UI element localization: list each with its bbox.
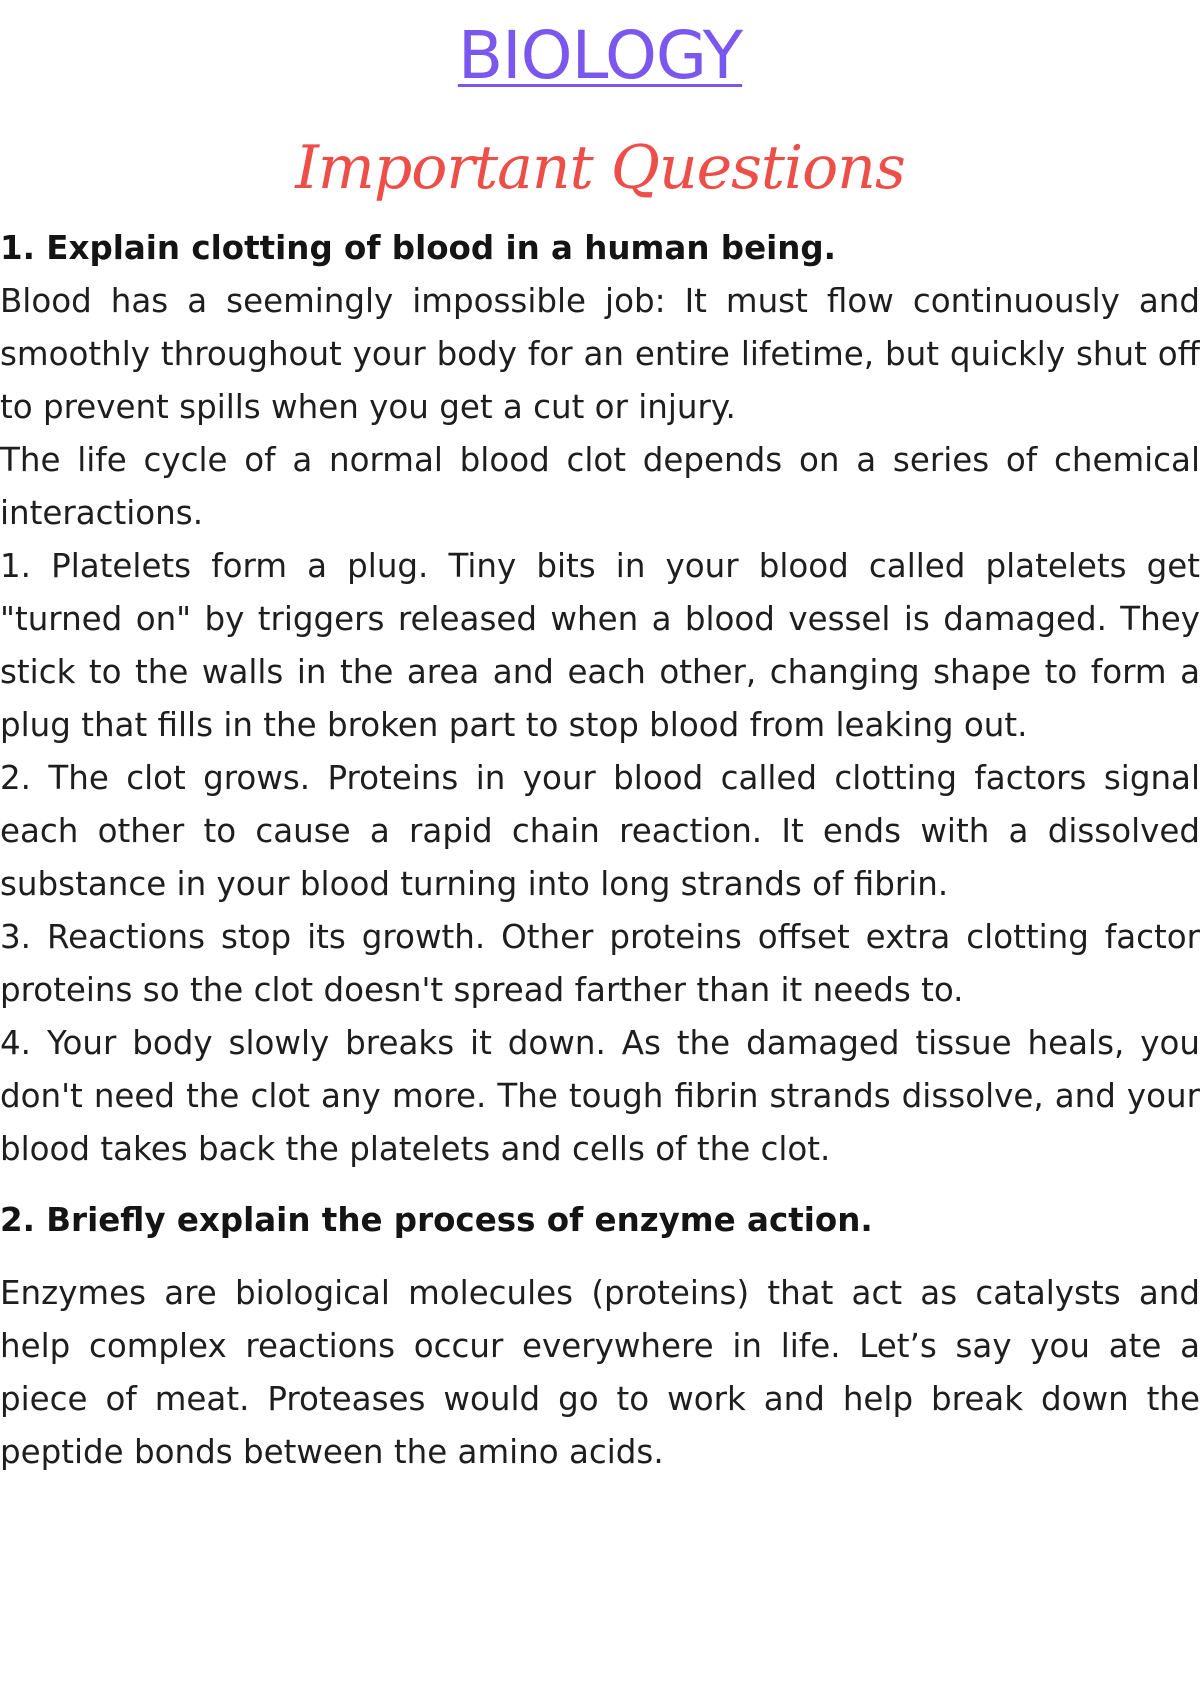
question-2-paragraph-1: Enzymes are biological molecules (proteins) that act as catalysts and help complex reactions occur everywhere in life. Let’s say you ate a piece of meat. Proteases would go to work and help break down the peptide bonds between the amino acids. xyxy=(0,1274,1200,1471)
question-1-step-2: 2. The clot grows. Proteins in your blood called clotting factors signal each other to cause a rapid chain reaction. It ends with a dissolved substance in your blood turning into long strands of fibrin. xyxy=(0,759,1200,903)
question-1-step-3: 3. Reactions stop its growth. Other proteins offset extra clotting factor proteins so the clot doesn't spread farther than it needs to. xyxy=(0,918,1200,1009)
page-title-text: BIOLOGY xyxy=(457,17,743,94)
question-2-heading: 2. Briefly explain the process of enzyme action. xyxy=(0,1201,873,1239)
question-1-paragraph-2: The life cycle of a normal blood clot depends on a series of chemical interactions. xyxy=(0,441,1200,532)
question-1-step-4: 4. Your body slowly breaks it down. As the damaged tissue heals, you don't need the clot any more. The tough fibrin strands dissolve, and your blood takes back the platelets and cells of the clot. xyxy=(0,1024,1200,1168)
question-1-paragraph-1: Blood has a seemingly impossible job: It must flow continuously and smoothly throughout your body for an entire lifetime, but quickly shut off to prevent spills when you get a cut or injury. xyxy=(0,282,1200,426)
question-1-step-1: 1. Platelets form a plug. Tiny bits in your blood called platelets get "turned on" by triggers released when a blood vessel is damaged. They stick to the walls in the area and each other, changing shape to form a plug that fills in the broken part to stop blood from leaking out. xyxy=(0,547,1200,744)
content-body xyxy=(0,222,1200,1479)
question-1-heading: 1. Explain clotting of blood in a human being. xyxy=(0,229,837,267)
page-subtitle: Important Questions xyxy=(295,133,905,203)
page-title xyxy=(0,14,1200,98)
